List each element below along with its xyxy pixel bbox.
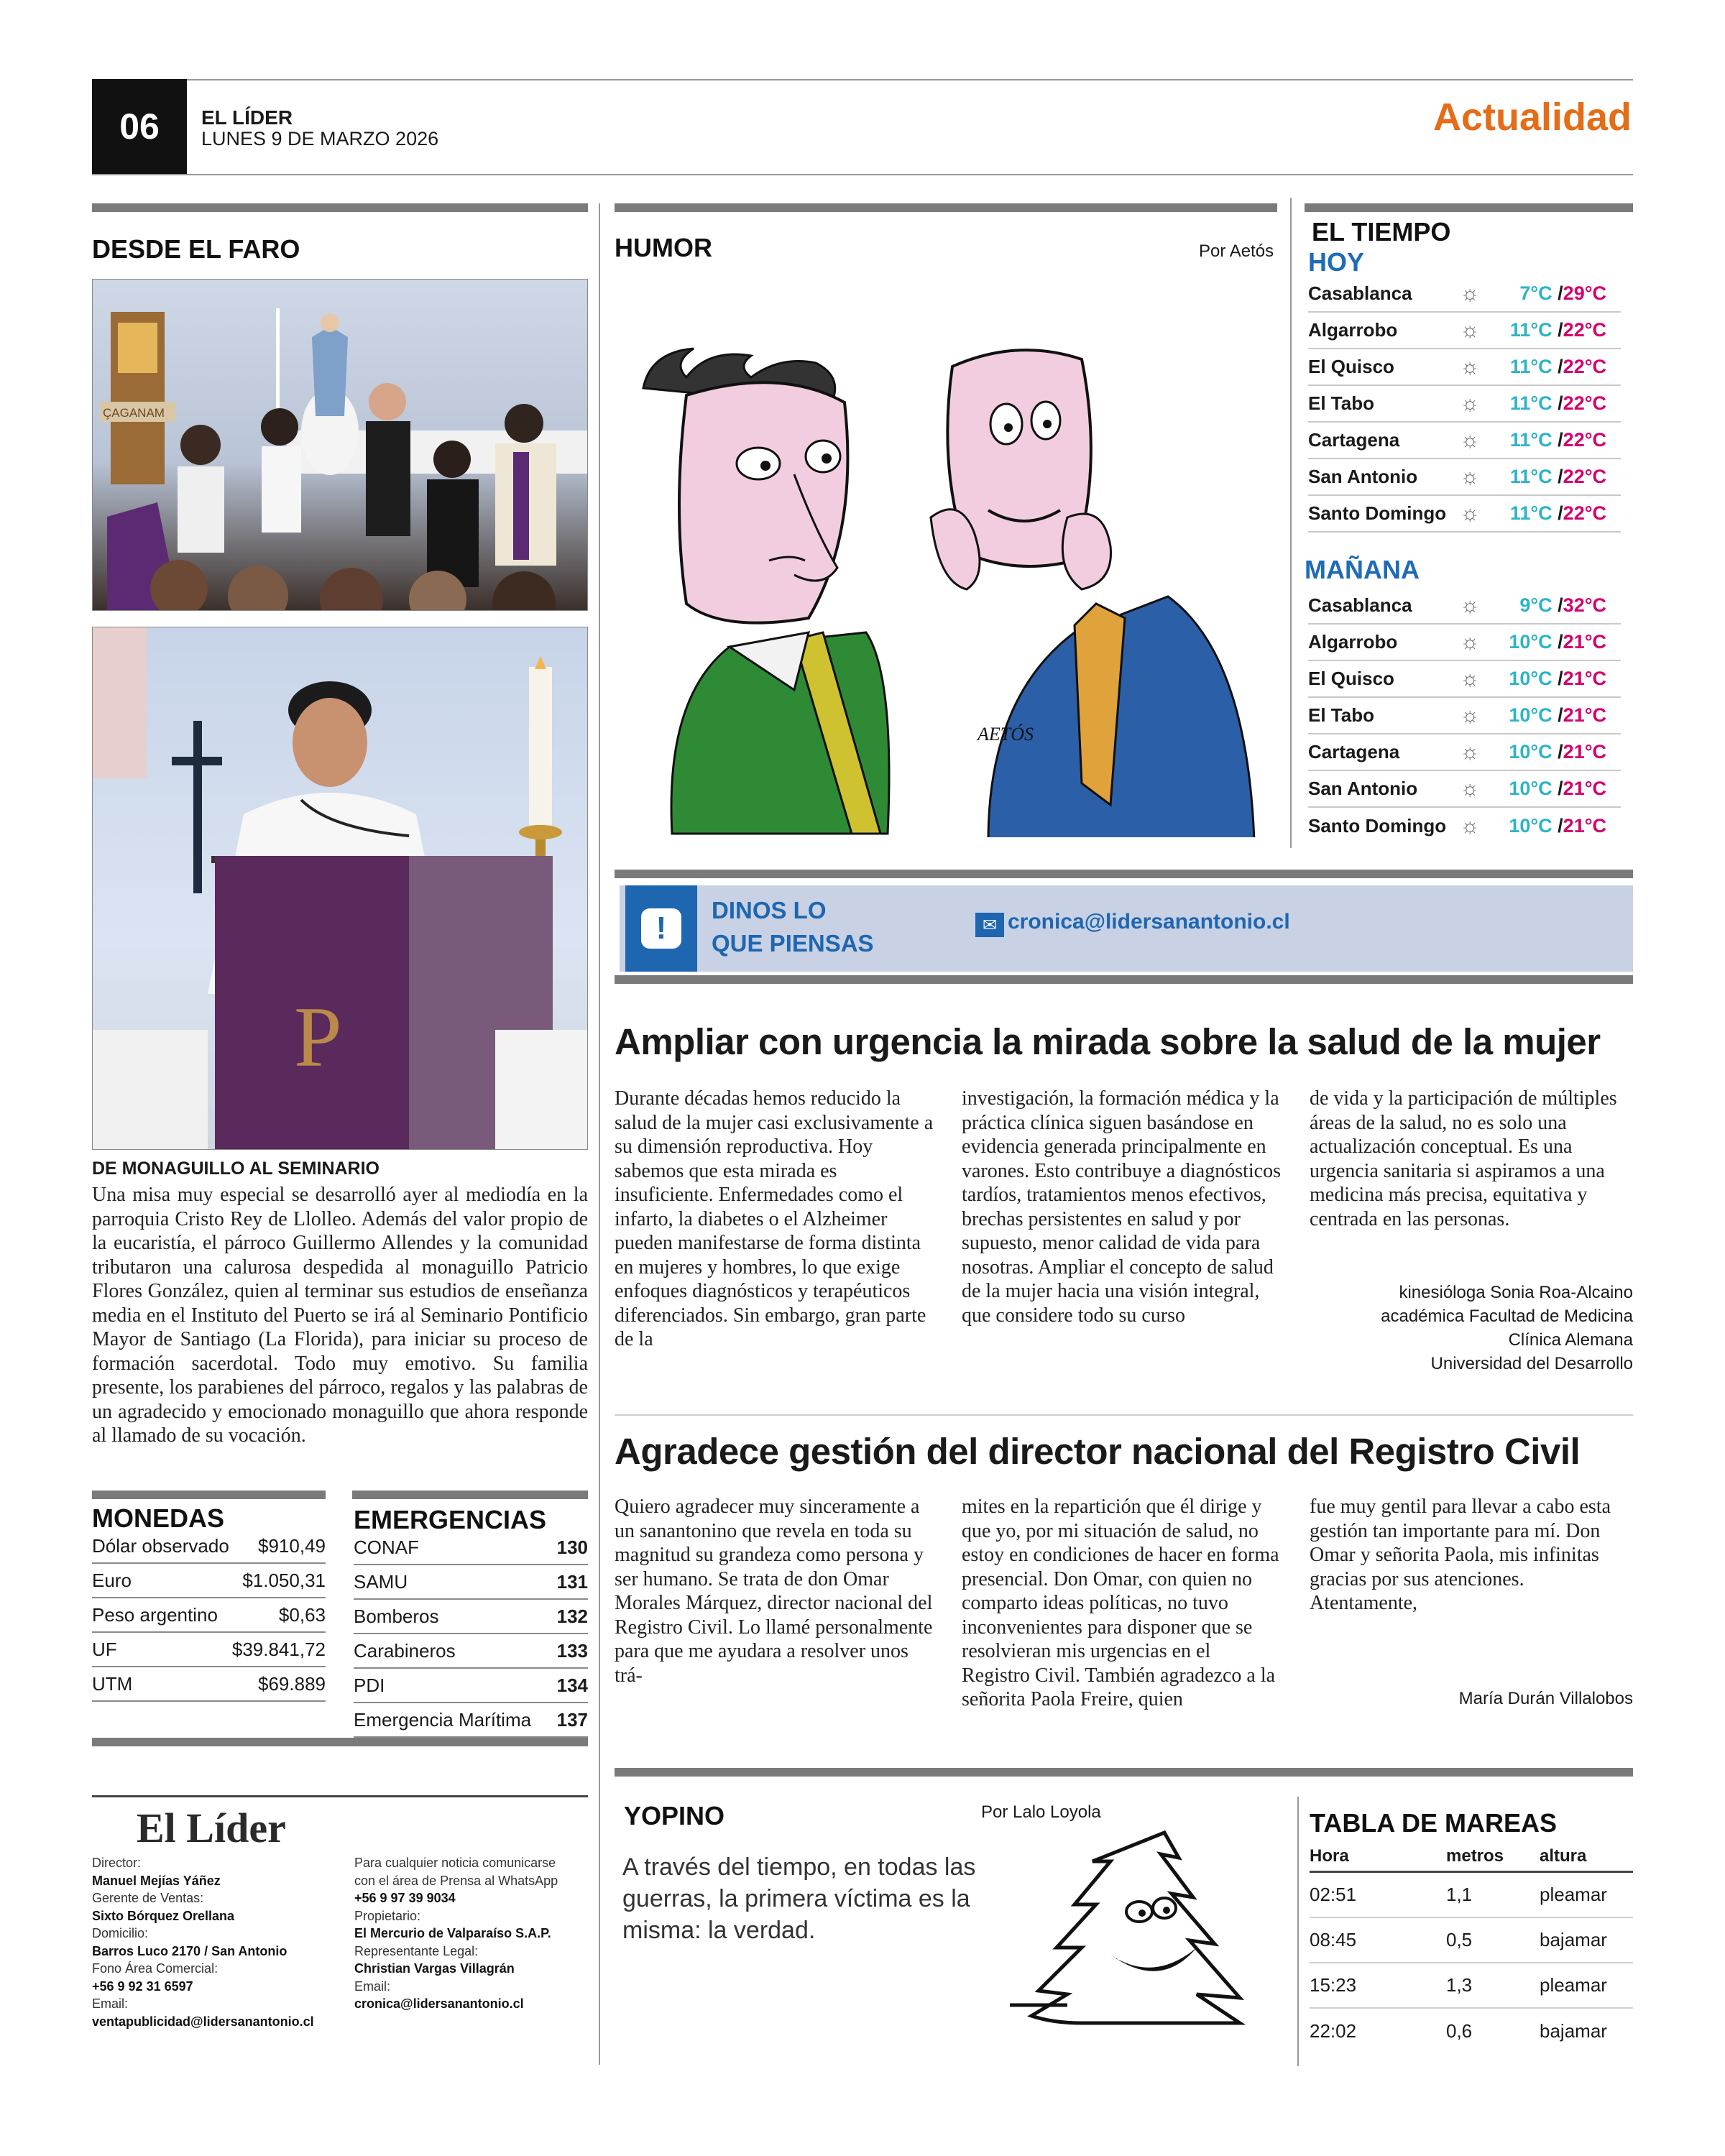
emergency-number: 132 [556,1605,588,1627]
staff-label: Domicilio: [92,1926,149,1940]
currency-name: Dólar observado [92,1534,229,1557]
tide-altura: pleamar [1540,1884,1607,1905]
currency-name: Peso argentino [92,1603,218,1626]
emergency-row [354,1565,588,1600]
staff-label: Fono Área Comercial: [92,1961,218,1976]
exclamation-icon: ! [625,885,697,972]
weather-row [1308,588,1621,625]
weather-city: San Antonio [1308,466,1418,487]
section-title: Actualidad [1432,96,1632,139]
currency-row [92,1564,326,1598]
weather-city: Algarrobo [1308,631,1398,653]
altar-server-photo [92,627,588,1150]
weather-temp: 10°C /21°C [1509,668,1606,689]
weather-row [1308,496,1621,533]
faro-title: DESDE EL FARO [92,234,300,264]
emergency-row [354,1634,588,1669]
mareas-table [1310,1873,1633,2054]
weather-city: Santo Domingo [1308,815,1447,837]
weather-temp: 9°C /32°C [1519,594,1606,616]
sun-icon: ☼ [1460,814,1480,838]
weather-temp: 11°C /22°C [1509,356,1606,377]
page-number-box [92,79,187,174]
emergency-name: Emergencia Marítima [354,1708,532,1731]
humor-cartoon [615,280,1277,837]
staff-top-rule [92,1795,588,1797]
staff-value: Sixto Bórquez Orellana [92,1908,235,1923]
letter1-col2: investigación, la formación médica y la práctica clínica siguen basándose en evidencia generada principalmente en varones. Esto contribuye a diagnósticos tardíos, tratamientos menos efectivos, brechas persistentes en salud y por supuesto, menor calidad de vida para nosotras. Ampliar el concepto de salud de la mujer hacia una visión integral, que considere todo su curso [962,1087,1282,1327]
weather-temp: 11°C /22°C [1509,429,1606,451]
issue-date: LUNES 9 DE MARZO 2026 [201,128,439,149]
emergency-row [354,1531,588,1565]
mareas-header-row [1310,1841,1633,1873]
weather-today-list [1308,276,1621,533]
emergency-name: PDI [354,1674,385,1696]
letter1-sig-line: Clínica Alemana [1508,1330,1633,1350]
mass-photo [92,279,588,611]
emergency-name: SAMU [354,1570,408,1593]
staff-phone: +56 9 97 39 9034 [354,1891,456,1905]
staff-value: Barros Luco 2170 / San Antonio [92,1943,288,1958]
weather-row [1308,808,1621,844]
weather-city: El Tabo [1308,704,1374,726]
weather-row [1308,625,1621,661]
dinos-line2: QUE PIENSAS [712,930,874,957]
weather-title: EL TIEMPO [1312,217,1451,247]
staff-intro: Para cualquier noticia comunicarse [354,1856,556,1870]
dinos-banner [620,885,1633,972]
staff-value[interactable]: ventapublicidad@lidersanantonio.cl [92,2014,314,2029]
faro-top-bar [92,203,588,212]
sun-icon: ☼ [1460,593,1480,617]
staff-logo: El Líder [137,1805,286,1851]
mareas-header-hora: Hora [1310,1846,1349,1866]
letter2-col1: Quiero agradecer muy sinceramente a un sanantonino que revela en toda su magnitud su grandeza como persona y ser humano. Se trata de don Omar Morales Márquez, director nacional del Registro Civil. Lo llamé personalmente para que me ayudara a resolver unos trá- [615,1496,933,1687]
emergency-row [354,1669,588,1703]
currency-value: $1.050,31 [242,1569,326,1591]
pine-tree-cartoon [1003,1825,1269,2034]
sun-icon: ☼ [1460,318,1480,342]
emergency-number: 134 [556,1674,588,1696]
weather-temp: 11°C /22°C [1509,466,1606,487]
weather-temp: 11°C /22°C [1509,319,1606,341]
weather-temp: 11°C /22°C [1509,392,1606,414]
emergency-name: CONAF [354,1536,419,1558]
humor-top-bar [615,203,1277,212]
dinos-email[interactable]: cronica@lidersanantonio.cl [1008,910,1290,934]
weather-top-bar [1305,203,1633,212]
letter2-title: Agradece gestión del director nacional del Registro Civil [615,1431,1581,1472]
emergencias-top-bar [352,1491,588,1499]
weather-row [1308,459,1621,496]
sun-icon: ☼ [1460,354,1480,379]
monedas-title: MONEDAS [92,1503,225,1533]
currency-value: $910,49 [258,1534,326,1557]
column-divider [599,203,600,2065]
sun-icon: ☼ [1460,666,1480,691]
weather-city: Algarrobo [1308,319,1398,341]
faro-caption: Una misa muy especial se desarrolló ayer al mediodía en la parroquia Cristo Rey de Llolleo. Además del valor propio de la eucaristía, el párroco Guillermo Allendes y la comunidad tributaron una calurosa despedida al monaguillo Patricio Flores González, quien al terminar sus estudios de enseñanza media en el Instituto del Puerto se irá al Seminario Pontificio Mayor de Santiago (La Florida), para iniciar su proceso de formación sacerdotal. Todo muy emotivo. Su familia presente, los parabienes del párroco, regalos y las palabras de un agradecido y emocionado monaguillo que ahora responde al llamado de su vocación. [92,1184,588,1447]
dinos-top-bar [615,870,1633,878]
tide-hora: 22:02 [1310,2020,1357,2042]
weather-city: San Antonio [1308,778,1418,799]
dinos-bottom-bar [615,975,1633,984]
yopino-author: Por Lalo Loyola [981,1802,1101,1822]
church-banner-text: ÇAGANAM [103,406,165,420]
letter1-signature [1310,1281,1633,1376]
sun-icon: ☼ [1460,428,1480,452]
staff-label: Gerente de Ventas: [92,1891,204,1905]
weather-city: Santo Domingo [1308,502,1447,524]
yopino-top-bar [615,1768,1633,1777]
emergency-number: 137 [556,1708,588,1731]
emergency-name: Carabineros [354,1639,456,1662]
tide-hora: 15:23 [1310,1974,1357,1996]
emergency-row [354,1600,588,1634]
sun-icon: ☼ [1460,464,1480,489]
header-top-rule [92,79,1633,80]
cartoon-illustration [615,280,1277,837]
currency-value: $0,63 [278,1603,326,1626]
tide-metros: 1,1 [1446,1884,1473,1905]
column-divider [1290,198,1292,848]
tide-row [1310,1963,1633,2009]
currency-row [92,1598,326,1633]
weather-temp: 10°C /21°C [1509,778,1606,799]
cartoon-signature: AETÓS [978,724,1034,745]
currency-value: $69.889 [258,1672,326,1695]
sun-icon: ☼ [1460,740,1480,764]
tide-metros: 1,3 [1446,1974,1473,1996]
monedas-table [92,1529,326,1702]
staff-intro: con el área de Prensa al WhatsApp [354,1873,558,1888]
letter1-sig-line: académica Facultad de Medicina [1381,1307,1633,1326]
currency-row [92,1529,326,1564]
weather-city: El Quisco [1308,356,1394,377]
weather-temp: 11°C /22°C [1509,502,1606,524]
emergency-number: 131 [556,1570,588,1593]
yopino-title: YOPINO [624,1801,725,1830]
monedas-top-bar [92,1491,326,1499]
weather-city: Casablanca [1308,594,1412,616]
column-divider [1297,1797,1299,2066]
staff-value[interactable]: cronica@lidersanantonio.cl [354,1996,524,2011]
weather-tomorrow-list [1308,588,1621,844]
weather-city: El Quisco [1308,668,1394,689]
mail-icon: ✉ [975,913,1004,937]
staff-left-column [92,1854,351,2030]
paper-name: EL LÍDER [201,106,293,129]
letter1-col3: de vida y la participación de múltiples áreas de la salud, no es solo una actualización conceptual. Es una urgencia sanitaria si aspiramos a una medicina más precisa, equitativa y centrada en las personas. [1310,1087,1617,1230]
sun-icon: ☼ [1460,501,1480,525]
tide-altura: bajamar [1540,1929,1607,1950]
letter1-title: Ampliar con urgencia la mirada sobre la salud de la mujer [615,1021,1601,1062]
tide-row [1310,1873,1633,1918]
weather-temp: 10°C /21°C [1509,704,1606,726]
letter1-sig-line: kinesióloga Sonia Roa-Alcaino [1399,1283,1633,1302]
weather-temp: 10°C /21°C [1509,815,1606,837]
staff-right-column [354,1854,588,2013]
weather-row [1308,698,1621,734]
sun-icon: ☼ [1460,776,1480,801]
weather-tomorrow-label: MAÑANA [1305,555,1420,584]
currency-row [92,1633,326,1667]
weather-row [1308,276,1621,313]
currency-name: UTM [92,1672,133,1695]
weather-city: Casablanca [1308,282,1412,304]
weather-city: Cartagena [1308,741,1400,763]
weather-city: El Tabo [1308,392,1374,414]
sun-icon: ☼ [1460,630,1480,654]
mass-photo-illustration [93,280,588,611]
emergency-row [354,1703,588,1738]
page-number: 06 [119,106,160,147]
staff-label: Director: [92,1856,142,1870]
tide-altura: pleamar [1540,1974,1607,1996]
tide-metros: 0,5 [1446,1929,1473,1950]
letters-divider [615,1414,1633,1416]
tide-altura: bajamar [1540,2020,1607,2042]
weather-row [1308,771,1621,808]
emergency-number: 130 [556,1536,588,1558]
weather-row [1308,423,1621,459]
letter2-col2: mites en la repartición que él dirige y que yo, por mi situación de salud, no estoy en condiciones de hacer en forma presencial. Don Omar, con quien no comparto ideas políticas, no tuvo inconvenientes para disponer que se resolvieran mis urgencias en el Registro Civil. También agradezco a la señorita Paola Freire, quien [962,1496,1279,1710]
weather-row [1308,349,1621,386]
staff-label: Email: [354,1978,391,1994]
letter1-sig-line: Universidad del Desarrollo [1430,1354,1633,1373]
mareas-header-altura: altura [1540,1846,1587,1866]
emergency-name: Bomberos [354,1605,439,1627]
header-bottom-rule [92,174,1633,175]
staff-value: +56 9 92 31 6597 [92,1978,193,1994]
altar-server-illustration [93,627,588,1150]
faro-caption-title: DE MONAGUILLO AL SEMINARIO [92,1158,380,1179]
mareas-title: TABLA DE MAREAS [1310,1808,1557,1838]
emergencias-title: EMERGENCIAS [354,1505,547,1534]
staff-label: Propietario: [354,1908,421,1923]
humor-author: Por Aetós [1199,241,1274,261]
currency-row [92,1667,326,1702]
mareas-header-metros: metros [1446,1846,1504,1866]
weather-row [1308,313,1621,349]
svg-text:P: P [294,989,342,1084]
weather-today-label: HOY [1308,247,1365,277]
weather-temp: 10°C /21°C [1509,631,1606,653]
tide-hora: 08:45 [1310,1929,1357,1950]
staff-value: El Mercurio de Valparaíso S.A.P. [354,1926,551,1940]
sun-icon: ☼ [1460,703,1480,727]
weather-row [1308,734,1621,771]
weather-row [1308,386,1621,423]
currency-value: $39.841,72 [231,1638,326,1660]
tide-row [1310,2009,1633,2054]
sun-icon: ☼ [1460,281,1480,305]
pine-tree-illustration [1003,1825,1269,2034]
humor-title: HUMOR [615,233,712,262]
staff-value: Christian Vargas Villagrán [354,1961,515,1976]
letter2-signature: María Durán Villalobos [1458,1689,1633,1708]
yopino-quote: A través del tiempo, en todas las guerras, la primera víctima es la misma: la verdad. [622,1853,976,1944]
letter2-col3: fue muy gentil para llevar a cabo esta gestión tan importante para mí. Don Omar y señorita Paola, mis infinitas gracias por sus atenciones. Atentamente, [1310,1496,1611,1614]
weather-temp: 10°C /21°C [1509,741,1606,763]
dinos-line1: DINOS LO [712,897,827,923]
weather-city: Cartagena [1308,429,1400,451]
currency-name: Euro [92,1569,132,1591]
weather-row [1308,661,1621,698]
monedas-bottom-bar [92,1738,588,1746]
sun-icon: ☼ [1460,391,1480,415]
staff-value: Manuel Mejías Yáñez [92,1873,221,1888]
tide-hora: 02:51 [1310,1884,1357,1905]
letter1-col1: Durante décadas hemos reducido la salud de la mujer casi exclusivamente a su dimensión reproductiva. Hoy sabemos que esta mirada es insuficiente. Enfermedades como el infarto, la diabetes o el Alzheimer pueden manifestarse de forma distinta en mujeres y hombres, lo que exige enfoques diagnósticos y terapéuticos diferenciados. Sin embargo, gran parte de la [615,1087,934,1350]
weather-temp: 7°C /29°C [1519,282,1606,304]
currency-name: UF [92,1638,117,1660]
emergency-number: 133 [556,1639,588,1662]
staff-label: Representante Legal: [354,1943,479,1958]
tide-metros: 0,6 [1446,2020,1473,2042]
tide-row [1310,1918,1633,1963]
staff-label: Email: [92,1996,129,2011]
emergencias-table [354,1531,588,1738]
